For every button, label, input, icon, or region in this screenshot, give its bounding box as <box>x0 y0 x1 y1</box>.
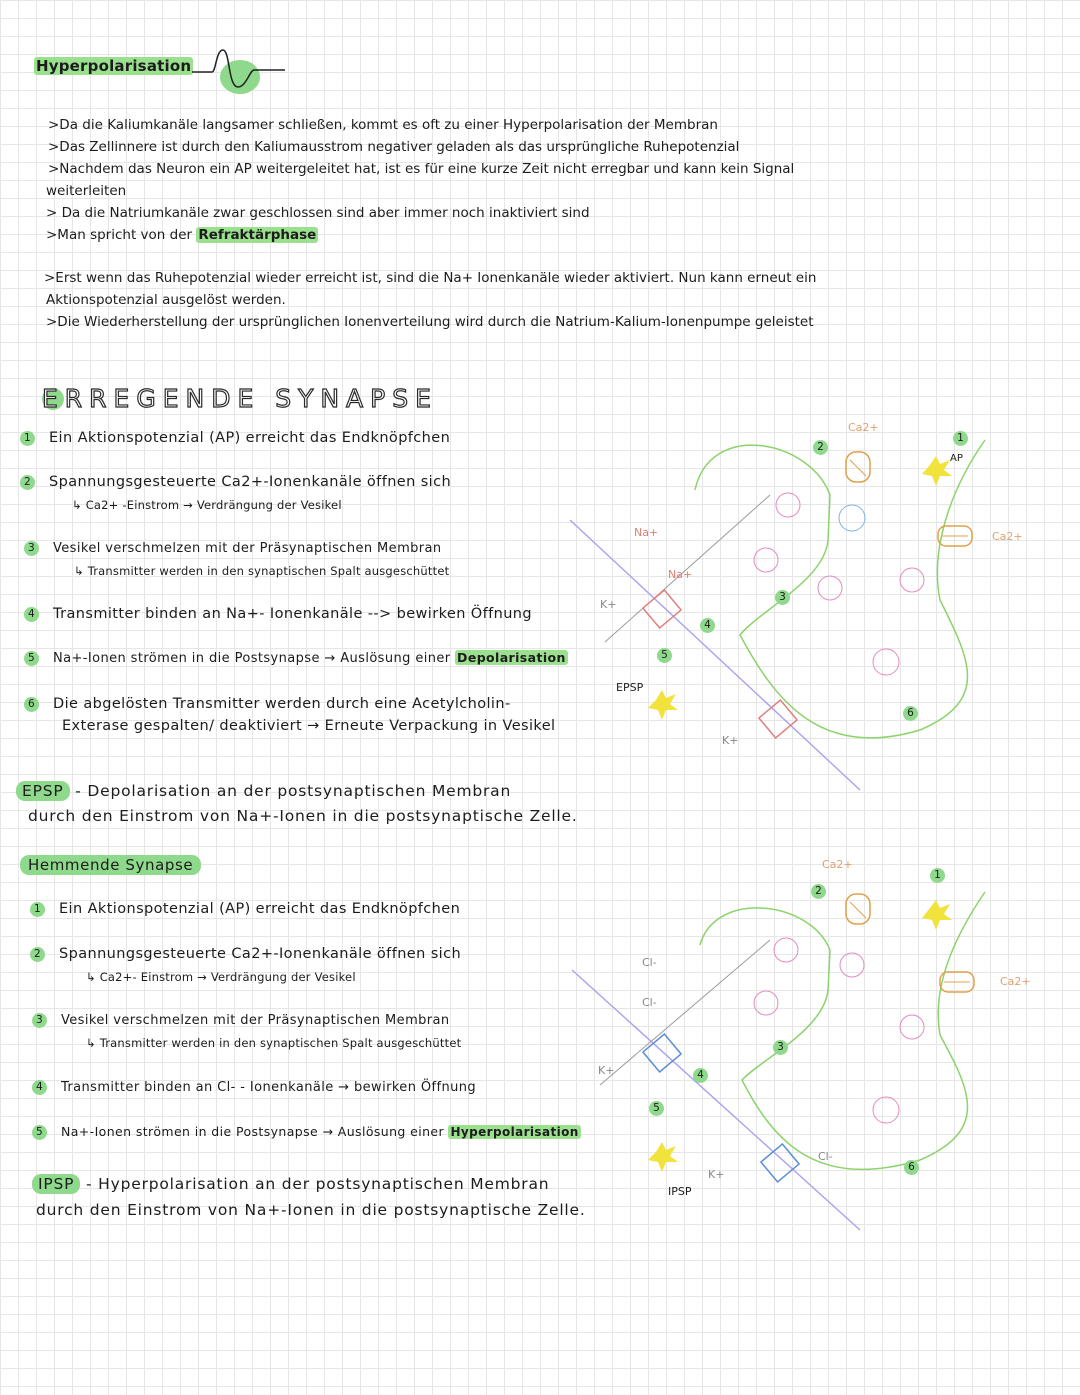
na-ion-label: Na+ <box>668 568 693 581</box>
diagram-num-5: 5 <box>649 1101 664 1116</box>
ca-channel-1 <box>846 894 870 924</box>
inhibitory-synapse-diagram <box>560 860 1080 1240</box>
ca-ion-label: Ca2+ <box>848 421 879 434</box>
excitatory-step-3: 3 Vesikel verschmelzen mit der Präsynaptischen Membran <box>24 540 442 556</box>
ca-ion-label: Ca2+ <box>822 858 853 871</box>
hyperpolarisation-title: Hyperpolarisation <box>36 57 192 75</box>
ca-channel-1 <box>846 452 870 482</box>
presynaptic-membrane <box>700 892 985 1169</box>
ca-ion-label: Ca2+ <box>992 530 1023 543</box>
vesicle <box>840 953 864 977</box>
excitatory-step-2-sub: ↳ Ca2+ -Einstrom → Verdrängung der Vesikel <box>72 498 342 512</box>
diagram-num-5: 5 <box>657 648 672 663</box>
refractory-prefix: >Man spricht von der <box>46 227 197 243</box>
hyper-line-8: Aktionspotenzial ausgelöst werden. <box>46 292 286 308</box>
vesicle <box>774 938 798 962</box>
excitatory-title-wrap <box>42 384 438 413</box>
empty-vesicle <box>839 505 865 531</box>
ipsp-definition-2: durch den Einstrom von Na+-Ionen in die postsynaptische Zelle. <box>36 1201 586 1219</box>
vesicle <box>900 1015 924 1039</box>
ipsp-term: IPSP <box>32 1174 80 1194</box>
excitatory-step-3-sub: ↳ Transmitter werden in den synaptischen Spalt ausgeschüttet <box>74 564 450 578</box>
ipsp-diagram-label: IPSP <box>668 1185 692 1198</box>
ca-ion-label: Ca2+ <box>1000 975 1031 988</box>
epsp-definition: EPSP - Depolarisation an der postsynaptischen Membran <box>16 782 511 800</box>
vesicle <box>754 991 778 1015</box>
presynaptic-membrane <box>695 440 985 738</box>
hyper-line-4: weiterleiten <box>46 183 127 199</box>
cl-channel-2 <box>761 1144 799 1182</box>
excitatory-title: ERREGENDE SYNAPSE <box>42 384 438 413</box>
inhibitory-step-2: 2 Spannungsgesteuerte Ca2+-Ionenkanäle öffnen sich <box>30 946 461 962</box>
spark <box>648 1142 678 1172</box>
excitatory-synapse-diagram <box>560 400 1080 800</box>
inhibitory-title: Hemmende Synapse <box>20 855 201 875</box>
diagram-num-6: 6 <box>904 1160 919 1175</box>
diagram-num-2: 2 <box>811 884 826 899</box>
ipsp-definition: IPSP - Hyperpolarisation an der postsynaptischen Membran <box>32 1175 549 1193</box>
epsp-diagram-label: EPSP <box>616 681 644 694</box>
excitatory-step-2: 2 Spannungsgesteuerte Ca2+-Ionenkanäle öffnen sich <box>20 474 451 490</box>
postsynaptic-line <box>600 940 770 1085</box>
vesicle <box>873 1097 899 1123</box>
diagram-num-1: 1 <box>930 868 945 883</box>
na-ion-label: Na+ <box>634 526 659 539</box>
k-ion-label: K+ <box>722 734 739 747</box>
diagram-num-3: 3 <box>773 1040 788 1055</box>
hyper-line-9: >Die Wiederherstellung der ursprünglichen Ionenverteilung wird durch die Natrium-Kalium-Ionenpumpe geleistet <box>46 314 814 330</box>
excitatory-step-5: 5 Na+-Ionen strömen in die Postsynapse → Auslösung einer Depolarisation <box>24 650 568 666</box>
hyper-line-5: > Da die Natriumkanäle zwar geschlossen sind aber immer noch inaktiviert sind <box>46 205 590 221</box>
diagram-num-4: 4 <box>693 1068 708 1083</box>
cl-ion-label: Cl- <box>642 956 657 969</box>
excitatory-step-6-sub: Exterase gespalten/ deaktiviert → Erneute Verpackung in Vesikel <box>62 718 556 734</box>
vesicle <box>873 649 899 675</box>
epsp-definition-2: durch den Einstrom von Na+-Ionen in die postsynaptische Zelle. <box>28 807 578 825</box>
diagram-num-2: 2 <box>813 440 828 455</box>
epsp-term: EPSP <box>16 781 70 801</box>
k-ion-label: K+ <box>708 1168 725 1181</box>
refractory-term: Refraktärphase <box>198 227 317 243</box>
hyper-line-1: >Da die Kaliumkanäle langsamer schließen, kommt es oft zu einer Hyperpolarisation der Membran <box>48 117 718 133</box>
vesicle <box>900 568 924 592</box>
excitatory-step-4: 4 Transmitter binden an Na+- Ionenkanäle --> bewirken Öffnung <box>24 606 532 622</box>
vesicle <box>818 576 842 600</box>
vesicle <box>754 548 778 572</box>
cleft-line <box>570 520 860 790</box>
hyper-line-3: >Nachdem das Neuron ein AP weitergeleitet hat, ist es für eine kurze Zeit nicht erregbar und kann kein Signal <box>48 161 795 177</box>
diagram-num-3: 3 <box>775 590 790 605</box>
ca-channel-2 <box>940 972 974 992</box>
k-ion-label: K+ <box>598 1064 615 1077</box>
inhibitory-step-2-sub: ↳ Ca2+- Einstrom → Verdrängung der Vesikel <box>86 970 356 984</box>
excitatory-step-1: 1 Ein Aktionspotenzial (AP) erreicht das Endknöpfchen <box>20 430 450 446</box>
potential-curve-icon <box>190 45 290 105</box>
inhibitory-step-3: 3 Vesikel verschmelzen mit der Präsynaptischen Membran <box>32 1012 450 1028</box>
hyper-line-2: >Das Zellinnere ist durch den Kaliumausstrom negativer geladen als das ursprüngliche Ruhepotenzial <box>48 139 740 155</box>
inhibitory-step-1: 1 Ein Aktionspotenzial (AP) erreicht das Endknöpfchen <box>30 901 460 917</box>
hyper-line-6 <box>46 227 318 243</box>
diagram-num-4: 4 <box>700 618 715 633</box>
diagram-num-6: 6 <box>903 706 918 721</box>
vesicle <box>776 493 800 517</box>
hyper-line-7: >Erst wenn das Ruhepotenzial wieder erreicht ist, sind die Na+ Ionenkanäle wieder aktiviert. Nun kann erneut ein <box>44 270 817 286</box>
diagram-num-1: 1 <box>953 431 968 446</box>
na-channel-1 <box>643 590 681 628</box>
cl-ion-label: Cl- <box>642 996 657 1009</box>
ap-label: AP <box>950 453 963 464</box>
excitatory-step-6: 6 Die abgelösten Transmitter werden durch eine Acetylcholin- <box>24 696 511 712</box>
k-ion-label: K+ <box>600 598 617 611</box>
inhibitory-step-3-sub: ↳ Transmitter werden in den synaptischen Spalt ausgeschüttet <box>86 1036 462 1050</box>
spark <box>648 690 678 720</box>
inhibitory-step-5: 5 Na+-Ionen strömen in die Postsynapse → Auslösung einer Hyperpolarisation <box>32 1124 581 1140</box>
inhibitory-step-4: 4 Transmitter binden an Cl- - Ionenkanäle → bewirken Öffnung <box>32 1079 476 1095</box>
cleft-line <box>572 970 860 1230</box>
spark <box>922 900 952 930</box>
spark <box>922 456 952 486</box>
cl-ion-label: Cl- <box>818 1150 833 1163</box>
